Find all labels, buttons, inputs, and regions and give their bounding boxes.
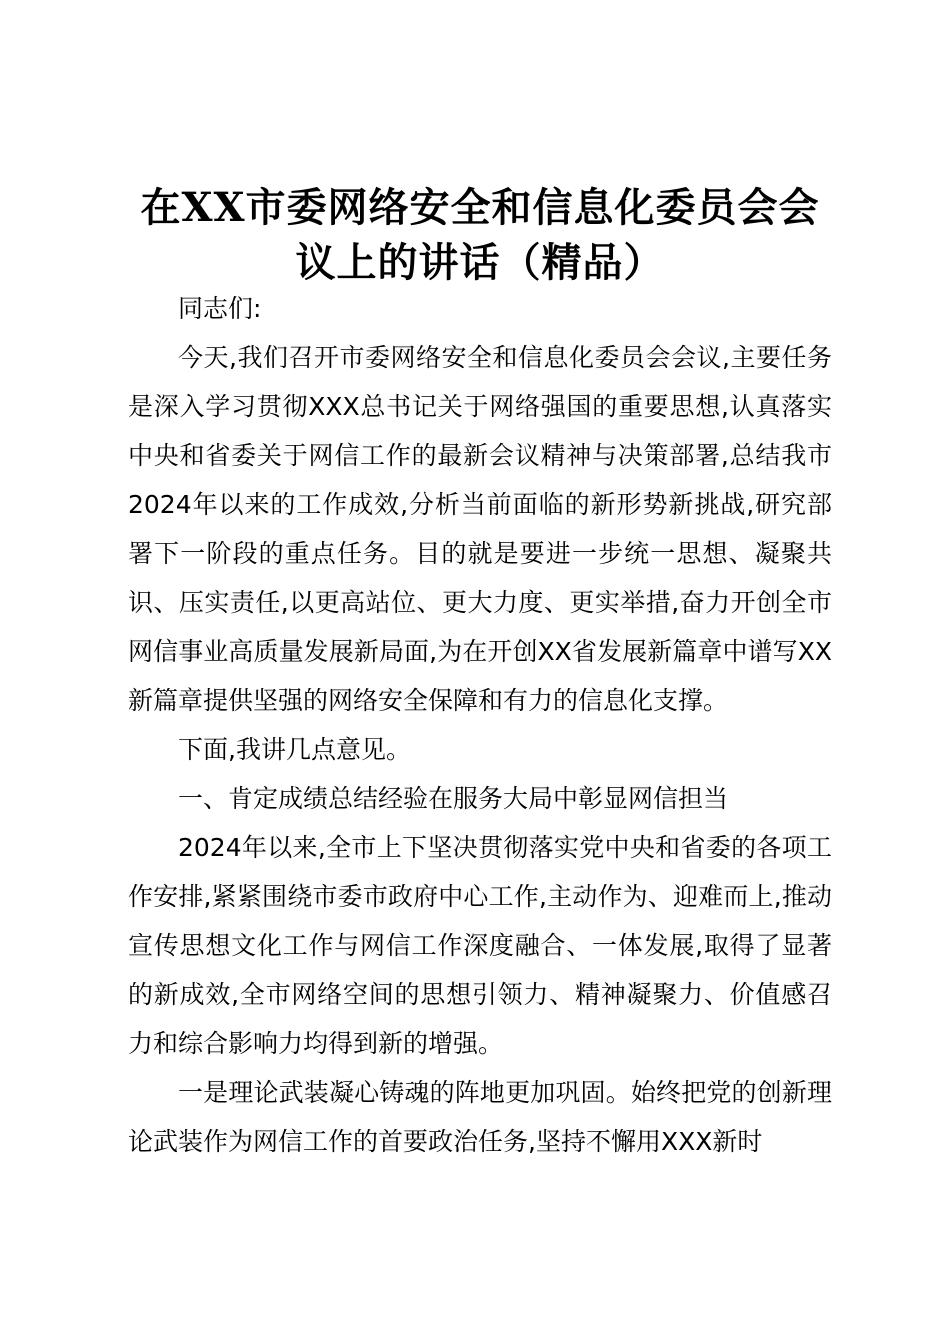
body-paragraph: 一是理论武装凝心铸魂的阵地更加巩固。始终把党的创新理论武装作为网信工作的首要政治任务,坚持不懈用XXX新时 [128, 1078, 832, 1156]
body-paragraph: 今天,我们召开市委网络安全和信息化委员会会议,主要任务是深入学习贯彻XXX总书记关于网络强国的重要思想,认真落实中央和省委关于网信工作的最新会议精神与决策部署,总结我市2024年以来的工作成效,分析当前面临的新形势新挑战,研究部署下一阶段的重点任务。目的就是要进一步统一思想、凝聚共识、压实责任,以更高站位、更大力度、更实举措,奋力开创全市网信事业高质量发展新局面,为在开创XX省发展新篇章中谱写XX新篇章提供坚强的网络安全保障和有力的信息化支撑。 [128, 343, 832, 715]
salutation-paragraph: 同志们: [178, 294, 262, 323]
document-title: 在XX市委网络安全和信息化委员会会议上的讲话（精品） [140, 184, 820, 286]
body-paragraph: 下面,我讲几点意见。 [178, 735, 411, 764]
body-paragraph: 2024年以来,全市上下坚决贯彻落实党中央和省委的各项工作安排,紧紧围绕市委市政府中心工作,主动作为、迎难而上,推动宣传思想文化工作与网信工作深度融合、一体发展,取得了显著的新成效,全市网络空间的思想引领力、精神凝聚力、价值感召力和综合影响力均得到新的增强。 [128, 833, 832, 1058]
section-heading: 一、肯定成绩总结经验在服务大局中彰显网信担当 [178, 784, 729, 813]
document-body [128, 284, 832, 1166]
